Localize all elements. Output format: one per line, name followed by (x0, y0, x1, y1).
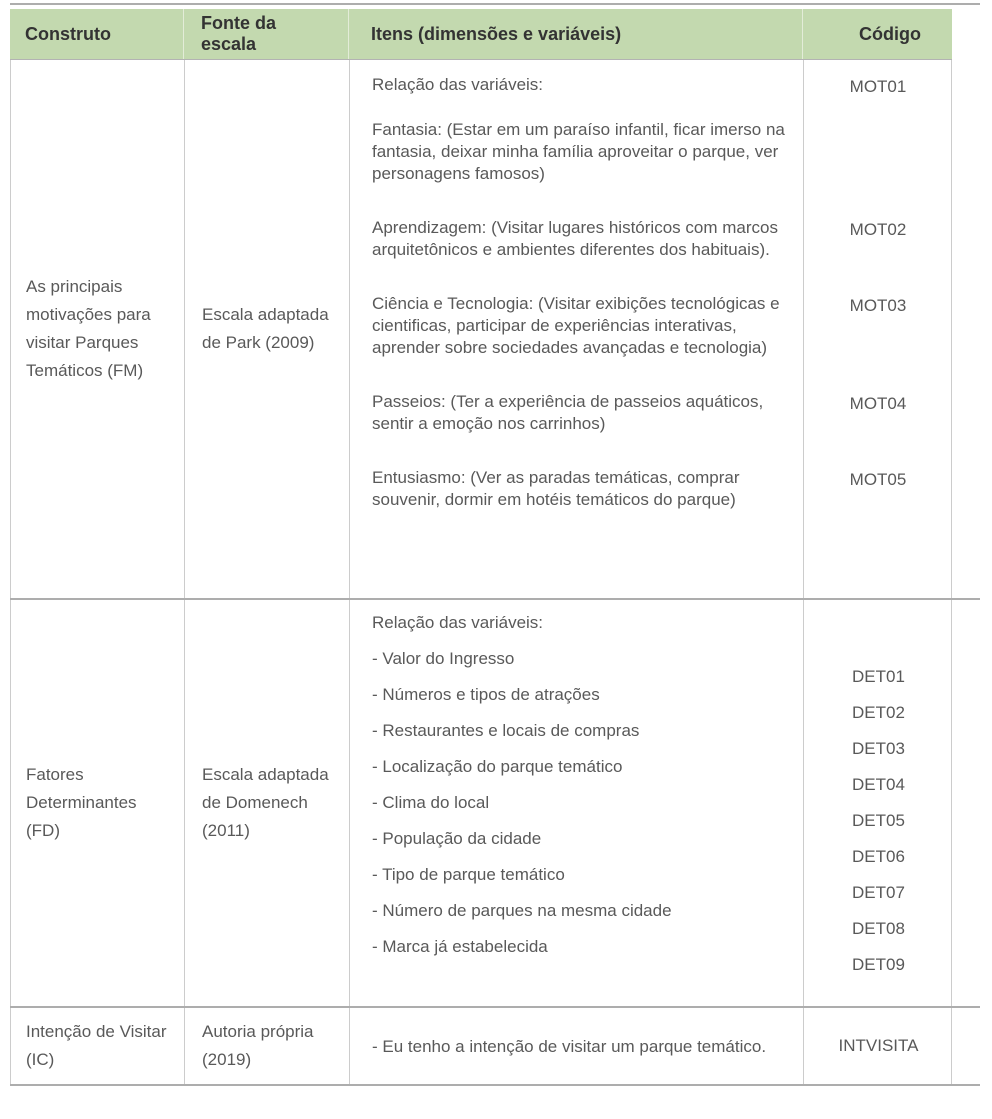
item-text (350, 293, 803, 359)
cell-itens (349, 60, 952, 598)
table-header-row (10, 9, 952, 60)
item-code: DET06 (852, 847, 905, 866)
item-paragraph: Ciência e Tecnologia: (Visitar exibições tecnológicas e cientificas, participar de experiências interativas, aprender sobre sociedades avançadas e tecnologia) (372, 294, 780, 357)
item-code: DET03 (852, 739, 905, 758)
item-line: - Clima do local (372, 793, 490, 812)
table-row-intencao (10, 1008, 952, 1084)
construto-text: Fatores Determinantes (FD) (26, 765, 137, 840)
cell-itens (349, 600, 803, 1006)
cell-codigo (803, 1008, 953, 1084)
item-code: DET05 (852, 811, 905, 830)
fonte-text: Escala adaptada de Park (2009) (202, 305, 329, 352)
item-code: MOT04 (849, 394, 907, 413)
item-lead: Relação das variáveis: (372, 75, 544, 94)
item-code: DET04 (852, 775, 905, 794)
item-line: - Valor do Ingresso (372, 649, 515, 668)
table-bottom-border (10, 1084, 980, 1086)
item-line: - Número de parques na mesma cidade (372, 901, 672, 920)
item-row (350, 293, 952, 359)
item-line: - Marca já estabelecida (372, 937, 548, 956)
fonte-text: Autoria própria (2019) (202, 1022, 314, 1069)
item-code: DET08 (852, 919, 905, 938)
item-code: INTVISITA (838, 1036, 919, 1055)
cell-itens (349, 1008, 803, 1084)
header-label: Itens (dimensões e variáveis) (371, 23, 622, 44)
item-code: MOT02 (849, 220, 907, 239)
item-text (350, 74, 803, 185)
item-row (350, 74, 952, 185)
item-text (350, 391, 803, 435)
item-text (350, 217, 803, 261)
item-line: - Tipo de parque temático (372, 865, 565, 884)
table-row-fatores (10, 600, 952, 1006)
constructs-table (10, 9, 952, 1084)
item-line: - Eu tenho a intenção de visitar um parque temático. (372, 1036, 767, 1056)
header-label: Construto (25, 23, 111, 44)
item-text (350, 467, 803, 511)
header-label: Código (859, 23, 921, 44)
cell-construto (11, 60, 184, 598)
cell-fonte-escala (184, 1008, 349, 1084)
item-line: Relação das variáveis: (372, 613, 544, 632)
construto-text: As principais motivações para visitar Parques Temáticos (FM) (26, 277, 151, 380)
header-cell-construto (10, 9, 183, 59)
item-row (350, 391, 952, 435)
item-code: DET02 (852, 703, 905, 722)
item-row (350, 217, 952, 261)
cell-fonte-escala (184, 600, 349, 1006)
item-paragraph: Entusiasmo: (Ver as paradas temáticas, comprar souvenir, dormir em hotéis temáticos do parque) (372, 468, 740, 509)
item-code: DET09 (852, 955, 905, 974)
item-line: - Localização do parque temático (372, 757, 623, 776)
item-line: - Restaurantes e locais de compras (372, 721, 640, 740)
item-line: - População da cidade (372, 829, 542, 848)
item-paragraph: Passeios: (Ter a experiência de passeios aquáticos, sentir a emoção nos carrinhos) (372, 392, 764, 433)
item-code: MOT03 (849, 296, 907, 315)
item-code: MOT05 (849, 470, 907, 489)
item-paragraph: Fantasia: (Estar em um paraíso infantil, ficar imerso na fantasia, deixar minha família aproveitar o parque, ver personagens famosos) (372, 120, 785, 183)
row-separator (10, 598, 980, 600)
item-code: DET01 (852, 667, 905, 686)
fonte-text: Escala adaptada de Domenech (2011) (202, 765, 329, 840)
cell-construto (11, 1008, 184, 1084)
header-cell-itens (348, 9, 802, 59)
header-cell-codigo (802, 9, 952, 59)
item-code: MOT01 (849, 77, 907, 96)
cell-construto (11, 600, 184, 1006)
item-code: DET07 (852, 883, 905, 902)
item-row (350, 467, 952, 511)
cell-fonte-escala (184, 60, 349, 598)
table-row-motivacoes (10, 60, 952, 598)
construto-text: Intenção de Visitar (IC) (26, 1022, 167, 1069)
table-top-border (10, 3, 980, 5)
header-cell-fonte (183, 9, 348, 59)
header-label: Fonte da escala (201, 13, 276, 54)
item-line: - Números e tipos de atrações (372, 685, 600, 704)
cell-codigos (803, 600, 953, 1006)
item-paragraph: Aprendizagem: (Visitar lugares históricos com marcos arquitetônicos e ambientes diferentes dos habituais). (372, 218, 778, 259)
